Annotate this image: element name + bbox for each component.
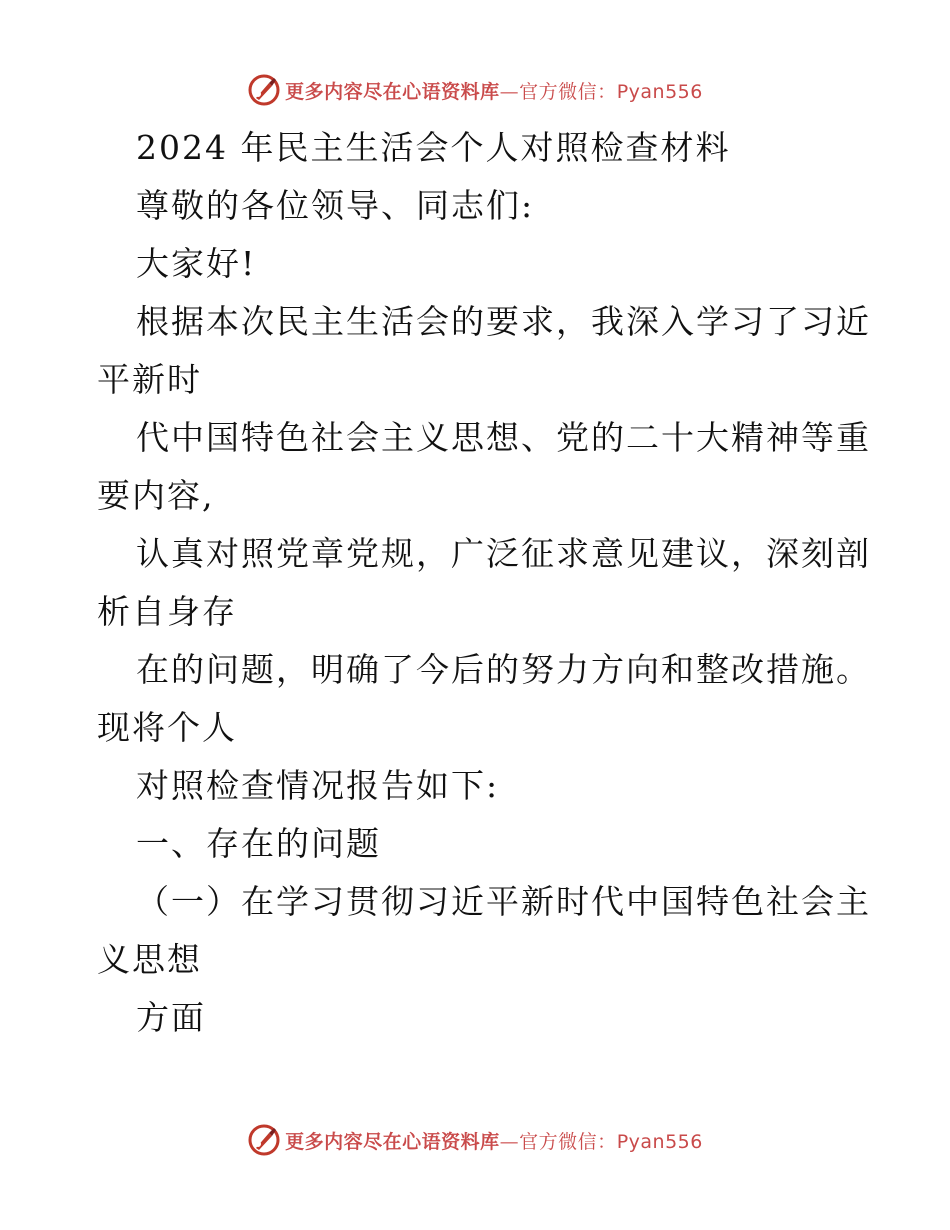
watermark-wechat-label: 官方微信：: [519, 80, 617, 103]
watermark-wechat-id: Pyan556: [616, 80, 703, 103]
paragraph-line: 平新时: [97, 360, 202, 399]
watermark-brand: 更多内容尽在心语资料库: [285, 80, 500, 103]
paragraph-line: 析自身存: [97, 592, 237, 631]
section-heading: 一、存在的问题: [136, 824, 381, 863]
watermark-separator: —: [499, 80, 520, 103]
footer-watermark: [0, 1120, 950, 1160]
watermark-separator: —: [499, 1130, 520, 1153]
watermark-wechat-label: 官方微信：: [519, 1130, 617, 1153]
pen-logo-icon: [247, 1123, 281, 1157]
salutation: 尊敬的各位领导、同志们:: [136, 186, 535, 225]
document-title: 2024 年民主生活会个人对照检查材料: [136, 128, 731, 167]
paragraph-line: 对照检查情况报告如下:: [136, 766, 500, 805]
subsection-heading-cont: 方面: [136, 998, 206, 1037]
paragraph-line: 在的问题，明确了今后的努力方向和整改措施。: [136, 650, 871, 689]
greeting: 大家好!: [136, 244, 257, 283]
paragraph-line: 要内容,: [97, 476, 215, 515]
header-watermark: [0, 70, 950, 110]
paragraph-line: 根据本次民主生活会的要求，我深入学习了习近: [136, 302, 871, 341]
pen-logo-icon: [247, 73, 281, 107]
subsection-heading-cont: 义思想: [97, 940, 202, 979]
paragraph-line: 代中国特色社会主义思想、党的二十大精神等重: [136, 418, 871, 457]
paragraph-line: 认真对照党章党规，广泛征求意见建议，深刻剖: [136, 534, 871, 573]
paragraph-line: 现将个人: [97, 708, 237, 747]
subsection-heading: （一）在学习贯彻习近平新时代中国特色社会主: [136, 882, 871, 921]
watermark-wechat-id: Pyan556: [616, 1130, 703, 1153]
watermark-brand: 更多内容尽在心语资料库: [285, 1130, 500, 1153]
